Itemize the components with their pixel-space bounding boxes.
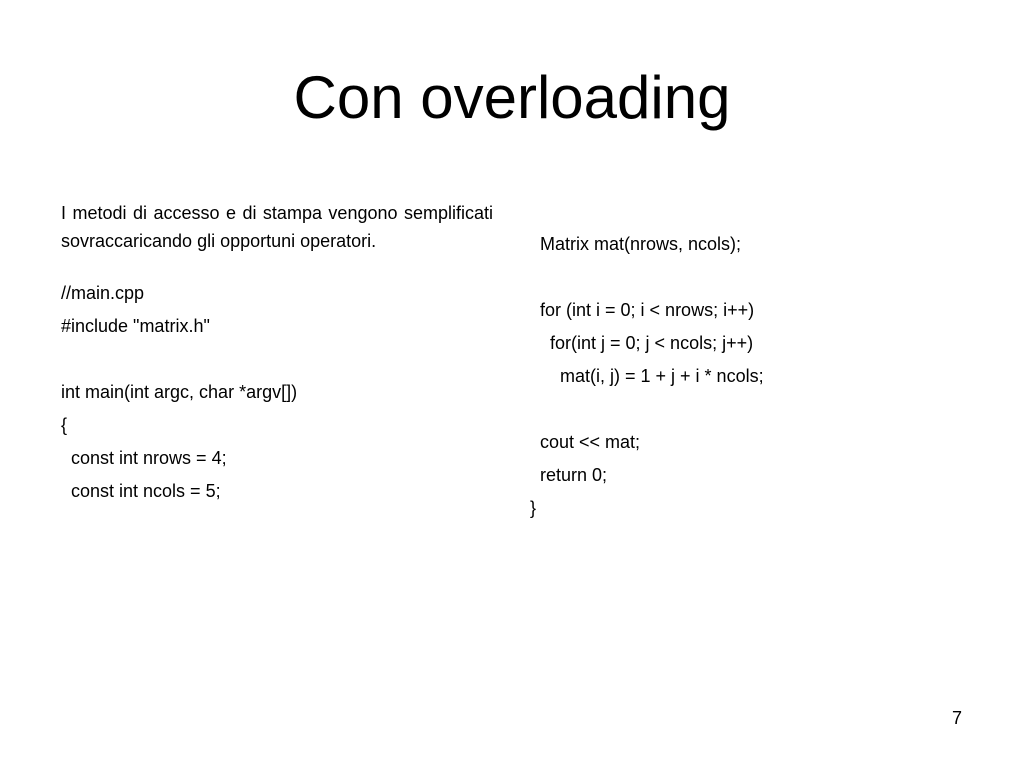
code-line-blank — [530, 393, 980, 426]
intro-paragraph: I metodi di accesso e di stampa vengono semplificati sovraccaricando gli opportuni operatori. — [61, 203, 493, 251]
code-line-return: return 0; — [530, 465, 608, 485]
code-line-nrows: const int nrows = 4; — [61, 448, 227, 468]
code-line-matrix-decl: Matrix mat(nrows, ncols); — [530, 234, 742, 254]
code-line-include: #include "matrix.h" — [61, 316, 210, 336]
right-column — [530, 228, 980, 525]
code-line-ncols: const int ncols = 5; — [61, 481, 221, 501]
code-line-for-j: for(int j = 0; j < ncols; j++) — [530, 333, 754, 353]
code-line-comment: //main.cpp — [61, 283, 145, 303]
code-line-assign: mat(i, j) = 1 + j + i * ncols; — [530, 366, 764, 386]
code-line-blank — [530, 261, 980, 294]
code-line-close-brace: } — [530, 498, 537, 518]
code-line-blank — [61, 343, 493, 376]
page-number: 7 — [951, 708, 962, 728]
code-line-main-signature: int main(int argc, char *argv[]) — [61, 382, 298, 402]
code-line-for-i: for (int i = 0; i < nrows; i++) — [530, 300, 755, 320]
code-line-open-brace: { — [61, 415, 68, 435]
code-line-cout: cout << mat; — [530, 432, 641, 452]
slide-title: Con overloading — [293, 64, 731, 131]
left-column — [61, 199, 493, 508]
